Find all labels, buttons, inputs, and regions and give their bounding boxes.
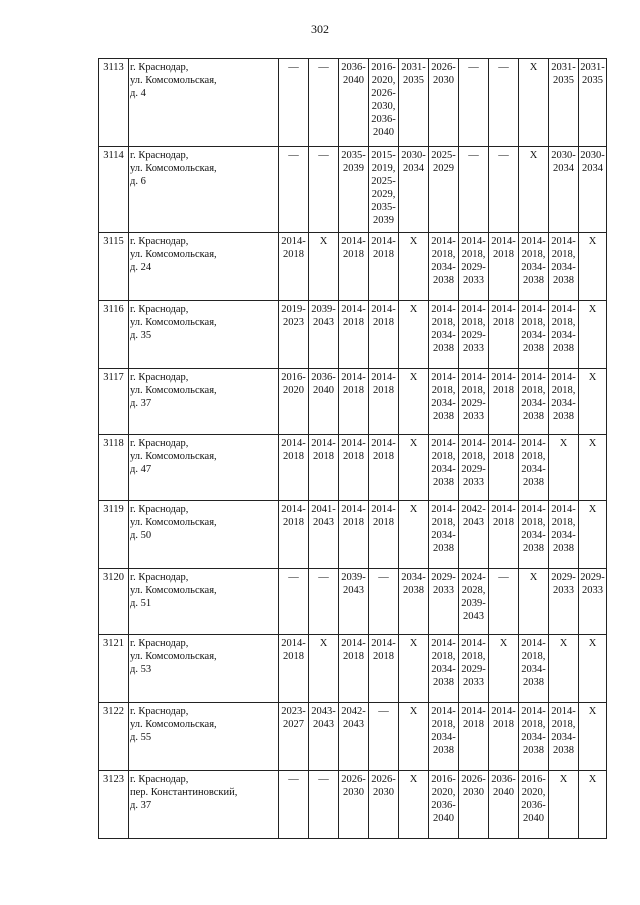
address-cell bbox=[129, 569, 279, 635]
address-cell bbox=[129, 501, 279, 569]
address-line: г. Краснодар, bbox=[130, 572, 189, 583]
period-cell: — bbox=[309, 59, 339, 147]
address-line: г. Краснодар, bbox=[130, 504, 189, 515]
period-cell: — bbox=[279, 59, 309, 147]
period-cell: 2036- 2040 bbox=[489, 771, 519, 839]
table-body bbox=[99, 59, 607, 839]
period-cell: X bbox=[549, 435, 579, 501]
table-row bbox=[99, 635, 607, 703]
period-cell: 2014- 2018 bbox=[279, 635, 309, 703]
period-cell: 2043- 2043 bbox=[309, 703, 339, 771]
address-line: г. Краснодар, bbox=[130, 62, 189, 73]
period-cell: 2031- 2035 bbox=[579, 59, 607, 147]
period-cell: 2014- 2018, 2034- 2038 bbox=[549, 703, 579, 771]
period-cell: X bbox=[579, 301, 607, 369]
period-cell: 2014- 2018 bbox=[369, 635, 399, 703]
address-line: г. Краснодар, bbox=[130, 638, 189, 649]
period-cell: X bbox=[549, 635, 579, 703]
period-cell: 2014- 2018, 2034- 2038 bbox=[519, 301, 549, 369]
period-cell: 2014- 2018 bbox=[339, 501, 369, 569]
period-cell: X bbox=[519, 569, 549, 635]
address-line: г. Краснодар, bbox=[130, 438, 189, 449]
address-cell bbox=[129, 147, 279, 233]
period-cell: X bbox=[309, 635, 339, 703]
period-cell: X bbox=[579, 771, 607, 839]
period-cell: 2030- 2034 bbox=[579, 147, 607, 233]
table-row bbox=[99, 369, 607, 435]
period-cell: X bbox=[399, 369, 429, 435]
row-number: 3120 bbox=[99, 569, 129, 635]
row-number: 3123 bbox=[99, 771, 129, 839]
period-cell: — bbox=[489, 59, 519, 147]
table-row bbox=[99, 501, 607, 569]
period-cell: 2025- 2029 bbox=[429, 147, 459, 233]
period-cell: X bbox=[579, 369, 607, 435]
address-line: д. 50 bbox=[130, 530, 152, 541]
row-number: 3122 bbox=[99, 703, 129, 771]
period-cell: X bbox=[519, 147, 549, 233]
period-cell: X bbox=[399, 501, 429, 569]
period-cell: 2039- 2043 bbox=[309, 301, 339, 369]
period-cell: 2030- 2034 bbox=[549, 147, 579, 233]
period-cell: — bbox=[309, 771, 339, 839]
address-cell bbox=[129, 233, 279, 301]
period-cell: 2014- 2018 bbox=[369, 369, 399, 435]
row-number: 3117 bbox=[99, 369, 129, 435]
address-line: д. 35 bbox=[130, 330, 152, 341]
period-cell: 2029- 2033 bbox=[429, 569, 459, 635]
period-cell: 2023- 2027 bbox=[279, 703, 309, 771]
period-cell: 2014- 2018 bbox=[369, 435, 399, 501]
address-line: ул. Комсомольская, bbox=[130, 451, 217, 462]
period-cell: X bbox=[399, 635, 429, 703]
period-cell: 2014- 2018, 2029- 2033 bbox=[459, 635, 489, 703]
period-cell: X bbox=[399, 435, 429, 501]
row-number: 3113 bbox=[99, 59, 129, 147]
address-line: ул. Комсомольская, bbox=[130, 75, 217, 86]
period-cell: 2036- 2040 bbox=[339, 59, 369, 147]
period-cell: 2014- 2018, 2029- 2033 bbox=[459, 233, 489, 301]
address-line: г. Краснодар, bbox=[130, 304, 189, 315]
period-cell: 2014- 2018, 2034- 2038 bbox=[519, 703, 549, 771]
period-cell: 2014- 2018, 2034- 2038 bbox=[429, 435, 459, 501]
address-cell bbox=[129, 59, 279, 147]
period-cell: 2014- 2018 bbox=[279, 435, 309, 501]
period-cell: 2014- 2018 bbox=[459, 703, 489, 771]
period-cell: 2014- 2018, 2034- 2038 bbox=[519, 369, 549, 435]
period-cell: X bbox=[399, 703, 429, 771]
table-row bbox=[99, 703, 607, 771]
period-cell: 2036- 2040 bbox=[309, 369, 339, 435]
period-cell: 2014- 2018 bbox=[369, 501, 399, 569]
address-cell bbox=[129, 703, 279, 771]
period-cell: 2014- 2018, 2029- 2033 bbox=[459, 369, 489, 435]
address-line: ул. Комсомольская, bbox=[130, 719, 217, 730]
period-cell: 2014- 2018 bbox=[339, 435, 369, 501]
table-row bbox=[99, 147, 607, 233]
address-line: г. Краснодар, bbox=[130, 150, 189, 161]
address-cell bbox=[129, 369, 279, 435]
address-line: ул. Комсомольская, bbox=[130, 317, 217, 328]
period-cell: 2014- 2018, 2034- 2038 bbox=[549, 233, 579, 301]
period-cell: X bbox=[579, 703, 607, 771]
address-line: г. Краснодар, bbox=[130, 372, 189, 383]
period-cell: 2042- 2043 bbox=[339, 703, 369, 771]
period-cell: 2014- 2018, 2034- 2038 bbox=[519, 435, 549, 501]
period-cell: 2029- 2033 bbox=[579, 569, 607, 635]
period-cell: 2014- 2018, 2034- 2038 bbox=[519, 233, 549, 301]
period-cell: 2014- 2018, 2029- 2033 bbox=[459, 301, 489, 369]
period-cell: 2014- 2018 bbox=[279, 501, 309, 569]
period-cell: — bbox=[309, 569, 339, 635]
address-line: г. Краснодар, bbox=[130, 774, 189, 785]
period-cell: X bbox=[399, 233, 429, 301]
period-cell: 2014- 2018 bbox=[339, 635, 369, 703]
register-table bbox=[98, 58, 607, 839]
address-line: ул. Комсомольская, bbox=[130, 163, 217, 174]
period-cell: 2016- 2020 bbox=[279, 369, 309, 435]
period-cell: 2024- 2028, 2039- 2043 bbox=[459, 569, 489, 635]
table-row bbox=[99, 569, 607, 635]
period-cell: — bbox=[369, 569, 399, 635]
table-row bbox=[99, 435, 607, 501]
address-cell bbox=[129, 435, 279, 501]
period-cell: — bbox=[369, 703, 399, 771]
period-cell: — bbox=[489, 569, 519, 635]
address-line: д. 37 bbox=[130, 398, 152, 409]
period-cell: 2016- 2020, 2026- 2030, 2036- 2040 bbox=[369, 59, 399, 147]
row-number: 3119 bbox=[99, 501, 129, 569]
row-number: 3115 bbox=[99, 233, 129, 301]
address-line: ул. Комсомольская, bbox=[130, 517, 217, 528]
period-cell: 2014- 2018, 2034- 2038 bbox=[429, 501, 459, 569]
period-cell: 2030- 2034 bbox=[399, 147, 429, 233]
period-cell: X bbox=[579, 635, 607, 703]
period-cell: 2031- 2035 bbox=[399, 59, 429, 147]
period-cell: 2039- 2043 bbox=[339, 569, 369, 635]
period-cell: 2014- 2018 bbox=[369, 301, 399, 369]
period-cell: X bbox=[399, 771, 429, 839]
address-line: г. Краснодар, bbox=[130, 706, 189, 717]
period-cell: X bbox=[549, 771, 579, 839]
period-cell: 2014- 2018 bbox=[489, 703, 519, 771]
period-cell: 2014- 2018, 2034- 2038 bbox=[519, 635, 549, 703]
address-line: д. 53 bbox=[130, 664, 152, 675]
period-cell: 2026- 2030 bbox=[339, 771, 369, 839]
period-cell: 2014- 2018, 2034- 2038 bbox=[549, 501, 579, 569]
period-cell: 2014- 2018, 2034- 2038 bbox=[429, 301, 459, 369]
period-cell: — bbox=[279, 569, 309, 635]
period-cell: 2016- 2020, 2036- 2040 bbox=[519, 771, 549, 839]
table-row bbox=[99, 301, 607, 369]
period-cell: 2014- 2018 bbox=[489, 501, 519, 569]
period-cell: 2031- 2035 bbox=[549, 59, 579, 147]
period-cell: — bbox=[459, 147, 489, 233]
address-line: ул. Комсомольская, bbox=[130, 651, 217, 662]
table-row bbox=[99, 771, 607, 839]
period-cell: 2014- 2018 bbox=[489, 233, 519, 301]
period-cell: — bbox=[459, 59, 489, 147]
address-line: д. 4 bbox=[130, 88, 146, 99]
period-cell: 2014- 2018, 2034- 2038 bbox=[429, 233, 459, 301]
address-line: д. 24 bbox=[130, 262, 152, 273]
address-line: д. 55 bbox=[130, 732, 152, 743]
period-cell: 2034- 2038 bbox=[399, 569, 429, 635]
period-cell: 2035- 2039 bbox=[339, 147, 369, 233]
period-cell: — bbox=[309, 147, 339, 233]
period-cell: 2014- 2018 bbox=[279, 233, 309, 301]
period-cell: 2042- 2043 bbox=[459, 501, 489, 569]
period-cell: 2014- 2018, 2034- 2038 bbox=[549, 369, 579, 435]
row-number: 3116 bbox=[99, 301, 129, 369]
address-line: ул. Комсомольская, bbox=[130, 585, 217, 596]
address-cell bbox=[129, 301, 279, 369]
period-cell: 2026- 2030 bbox=[429, 59, 459, 147]
period-cell: — bbox=[489, 147, 519, 233]
period-cell: 2019- 2023 bbox=[279, 301, 309, 369]
period-cell: 2014- 2018 bbox=[489, 435, 519, 501]
address-line: д. 51 bbox=[130, 598, 152, 609]
page-number: 302 bbox=[311, 22, 329, 36]
period-cell: — bbox=[279, 147, 309, 233]
period-cell: 2014- 2018 bbox=[339, 301, 369, 369]
address-cell bbox=[129, 771, 279, 839]
period-cell: 2014- 2018 bbox=[339, 233, 369, 301]
period-cell: 2014- 2018 bbox=[369, 233, 399, 301]
period-cell: 2029- 2033 bbox=[549, 569, 579, 635]
period-cell: X bbox=[519, 59, 549, 147]
period-cell: 2014- 2018, 2034- 2038 bbox=[429, 703, 459, 771]
period-cell: 2016- 2020, 2036- 2040 bbox=[429, 771, 459, 839]
address-line: д. 37 bbox=[130, 800, 152, 811]
period-cell: 2014- 2018 bbox=[489, 301, 519, 369]
period-cell: 2014- 2018 bbox=[339, 369, 369, 435]
period-cell: 2014- 2018, 2034- 2038 bbox=[519, 501, 549, 569]
period-cell: 2014- 2018, 2034- 2038 bbox=[549, 301, 579, 369]
period-cell: X bbox=[399, 301, 429, 369]
period-cell: 2015- 2019, 2025- 2029, 2035- 2039 bbox=[369, 147, 399, 233]
period-cell: 2041- 2043 bbox=[309, 501, 339, 569]
period-cell: X bbox=[309, 233, 339, 301]
address-line: ул. Комсомольская, bbox=[130, 385, 217, 396]
period-cell: 2026- 2030 bbox=[459, 771, 489, 839]
table-row bbox=[99, 233, 607, 301]
table-row bbox=[99, 59, 607, 147]
period-cell: 2014- 2018, 2029- 2033 bbox=[459, 435, 489, 501]
period-cell: — bbox=[279, 771, 309, 839]
address-line: д. 47 bbox=[130, 464, 152, 475]
period-cell: 2014- 2018 bbox=[309, 435, 339, 501]
period-cell: 2014- 2018, 2034- 2038 bbox=[429, 635, 459, 703]
period-cell: 2014- 2018, 2034- 2038 bbox=[429, 369, 459, 435]
address-line: д. 6 bbox=[130, 176, 146, 187]
address-line: ул. Комсомольская, bbox=[130, 249, 217, 260]
row-number: 3121 bbox=[99, 635, 129, 703]
row-number: 3118 bbox=[99, 435, 129, 501]
period-cell: X bbox=[489, 635, 519, 703]
row-number: 3114 bbox=[99, 147, 129, 233]
period-cell: 2014- 2018 bbox=[489, 369, 519, 435]
period-cell: 2026- 2030 bbox=[369, 771, 399, 839]
address-line: пер. Константиновский, bbox=[130, 787, 238, 798]
period-cell: X bbox=[579, 435, 607, 501]
address-cell bbox=[129, 635, 279, 703]
period-cell: X bbox=[579, 233, 607, 301]
period-cell: X bbox=[579, 501, 607, 569]
address-line: г. Краснодар, bbox=[130, 236, 189, 247]
